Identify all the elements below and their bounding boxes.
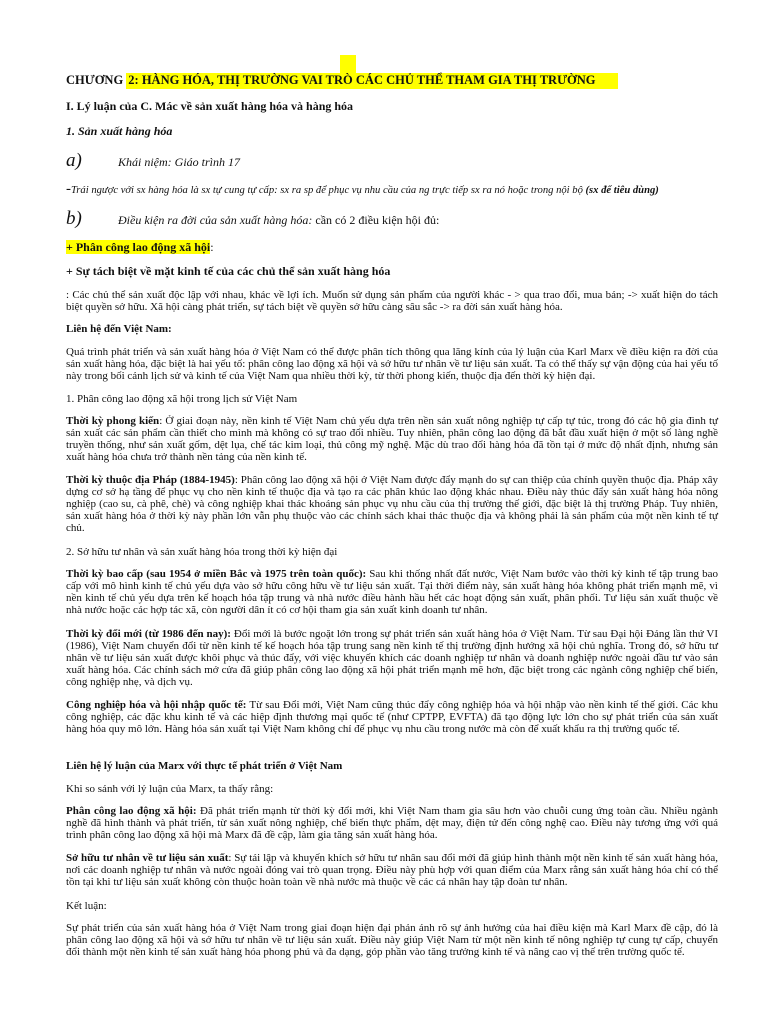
item-dash-text: Trái ngược với sx hàng hóa là sx tự cung tự cấp: sx ra sp để phục vụ nhu cầu của ng trực tiếp sx ra nó hoặc trong nội bộ [71, 185, 586, 196]
french-bold: Thời kỳ thuộc địa Pháp (1884-1945) [66, 474, 235, 486]
item-b-italic: Điều kiện ra đời của sản xuất hàng hóa: [118, 213, 313, 227]
chapter-title-prefix: CHƯƠNG [66, 73, 127, 87]
section-heading: I. Lý luận của C. Mác về sản xuất hàng hóa và hàng hóa [66, 99, 354, 113]
item-a [66, 150, 240, 172]
para-division [66, 806, 718, 842]
heading-vietnam: Liên hệ đến Việt Nam: [66, 323, 172, 335]
feudal-text: : Ở giai đoạn này, nền kinh tế Việt Nam chủ yếu dựa trên nền sản xuất nông nghiệp tự cấp tự túc, trong đó các hộ gia đình tự sản xuất các sản phẩm cần thiết cho mình mà không có sự trao đổi nhiều. Tuy nhiên, phân công lao động đã bắt đầu xuất hiện ở một số làng nghề truyền thống, như sản xuất gốm, dệt lụa, chế tác kim loại, thủ công mỹ nghệ. Mặc dù trao đổi hàng hóa đã tồn tại ở mức độ nhất định, nhưng sản xuất hàng hóa chưa trở thành nền tảng của nền kinh tế. [66, 415, 718, 463]
para-french [66, 475, 718, 535]
heading-link: Liên hệ lý luận của Marx với thực tế phát triển ở Việt Nam [66, 760, 343, 772]
subsidy-bold: Thời kỳ bao cấp (sau 1954 ở miền Bắc và 1975 trên toàn quốc): [66, 568, 367, 580]
para-conclusion: Sự phát triển của sản xuất hàng hóa ở Việt Nam trong giai đoạn hiện đại phản ánh rõ sự ảnh hưởng của hai điều kiện mà Karl Marx đề cập, đó là phân công lao động xã hội và sở hữu tư nhân về tư liệu sản xuất. Điều này giúp Việt Nam từ một nền kinh tế nông nghiệp tự cung tự cấp, chuyển đổi thành một nền kinh tế sản xuất hàng hóa phong phú và đa dạng, góp phần vào tăng trưởng kinh tế và nâng cao vị thế trên trường quốc tế. [66, 922, 718, 958]
subsection-heading: 1. Sản xuất hàng hóa [66, 124, 173, 138]
industrial-text: Từ sau Đổi mới, Việt Nam cũng thúc đẩy công nghiệp hóa và hội nhập vào nền kinh tế thế giới. Các khu công nghiệp, các đặc khu kinh tế và các hiệp định thương mại quốc tế (như CPTPP, EVFTA) đã tạo động lực lớn cho sự phát triển của sản xuất hàng hóa quy mô lớn. Hàng hóa sản xuất tại Việt Nam không chỉ để phục vụ nhu cầu trong nước mà còn để xuất khẩu ra thị trường quốc tế. [66, 699, 718, 735]
item-b-marker: b) [66, 208, 82, 229]
item-dash-bold: (sx để tiêu dùng) [585, 185, 659, 196]
feudal-bold: Thời kỳ phong kiến [66, 415, 160, 427]
industrial-bold: Công nghiệp hóa và hội nhập quốc tế: [66, 699, 247, 711]
para-feudal [66, 416, 718, 464]
item-a-marker: a) [66, 150, 82, 171]
dash-marker: - [66, 181, 71, 197]
condition-1-colon: : [210, 240, 214, 254]
chapter-title [66, 73, 618, 88]
condition-1-text: + Phân công lao động xã hội [66, 240, 211, 254]
item-b [66, 208, 439, 230]
conclusion-label: Kết luận: [66, 900, 107, 912]
renovation-text: Đổi mới là bước ngoặt lớn trong sự phát triển sản xuất hàng hóa ở Việt Nam. Từ sau Đại hội Đảng lần thứ VI (1986), Việt Nam chuyển đổi từ nền kinh tế kế hoạch hóa tập trung sang nền kinh tế thị trường định hướng xã hội chủ nghĩa. Trong đó, sở hữu tư nhân về tư liệu sản xuất được khôi phục và thúc đẩy, với việc khuyến khích các doanh nghiệp tư nhân và doanh nghiệp nước ngoài đầu tư vào sản xuất hàng hóa. Các chính sách mở cửa đã giúp phân công lao động xã hội phát triển mạnh mẽ hơn, đặc biệt trong các ngành công nghiệp chế biến, công nghiệp nhẹ, và dịch vụ. [66, 628, 718, 688]
para-industrial [66, 700, 718, 736]
para-subsidy [66, 569, 718, 617]
subsidy-text: Sau khi thống nhất đất nước, Việt Nam bước vào thời kỳ kinh tế tập trung bao cấp với mô hình kinh tế chủ yếu dựa vào sở hữu công hữu về tư liệu sản xuất. Tại thời điểm này, sản xuất hàng hóa không phát triển mạnh mẽ, vì nền kinh tế chủ yếu dựa trên kế hoạch hóa tập trung và nhà nước điều hành hầu hết các hoạt động sản xuất, phân phối. Tư liệu sản xuất thuộc về nhà nước hoặc các hợp tác xã, còn người dân ít có cơ hội tham gia sản xuất kinh doanh tư nhân. [66, 568, 718, 616]
chapter-title-highlight: 2: HÀNG HÓA, THỊ TRƯỜNG VAI TRÒ CÁC CHỦ THỂ THAM GIA THỊ TRƯỜNG [126, 73, 617, 89]
para-separation: : Các chủ thể sản xuất độc lập với nhau, khác về lợi ích. Muốn sử dụng sản phẩm của người khác - > qua trao đổi, mua bán; -> xuất hiện do tách biệt quyền sở hữu. Xã hội càng phát triển, sự tách biệt về quyền sở hữu càng sâu sắc -> ra đời sản xuất hàng hóa. [66, 289, 718, 313]
para-vietnam: Quá trình phát triển và sản xuất hàng hóa ở Việt Nam có thể được phân tích thông qua lăng kính của lý luận của Karl Marx về điều kiện ra đời của sản xuất hàng hóa, đặc biệt là hai yếu tố: phân công lao động xã hội và sở hữu tư nhân về tư liệu sản xuất. Ta có thể thấy sự vận động của hai yếu tố này trong bối cảnh lịch sử và kinh tế của Việt Nam qua nhiều thời kỳ, từ thời phong kiến, thuộc địa đến thời kỳ hiện đại. [66, 346, 718, 382]
item-a-text: Khái niệm: Giáo trình 17 [118, 155, 240, 169]
para-ownership [66, 853, 718, 889]
item-b-text: cần có 2 điều kiện hội đủ: [312, 213, 440, 227]
highlight-mark [340, 55, 356, 73]
division-text: Đã phát triển mạnh từ thời kỳ đổi mới, khi Việt Nam tham gia sâu hơn vào chuỗi cung ứng toàn cầu. Nhiều ngành nghề đã hình thành và phát triển, từ sản xuất nông nghiệp, chế biến thực phẩm, dệt may, điện tử đến công nghệ cao. Điều này tương ứng với quá trình phân công lao động xã hội mà Marx đã đề cập, làm gia tăng sản xuất hàng hóa. [66, 805, 718, 841]
list-item-2: 2. Sở hữu tư nhân và sản xuất hàng hóa trong thời kỳ hiện đại [66, 546, 338, 558]
para-renovation [66, 629, 718, 689]
french-text: : Phân công lao động xã hội ở Việt Nam được đẩy mạnh do sự can thiệp của chính quyền thuộc địa. Pháp xây dựng cơ sở hạ tầng để phục vụ cho nền kinh tế thuộc địa và tạo ra các phân khúc lao động khác nhau. Điều này thúc đẩy sản xuất hàng hóa nông nghiệp (cao su, cà phê, chè) và công nghiệp khai thác khoáng sản phục vụ nhu cầu của thị trường thế giới, đặc biệt là thị trường Pháp. Tuy nhiên, sản xuất hàng hóa ở thời kỳ này phần lớn vẫn phụ thuộc vào các chính sách khai thác thuộc địa và không phải là sản phẩm của một nền kinh tế tự chủ. [66, 474, 718, 534]
list-item-1: 1. Phân công lao động xã hội trong lịch sử Việt Nam [66, 393, 298, 405]
condition-1 [66, 240, 214, 255]
item-dash [66, 181, 659, 198]
ownership-text: : Sự tái lập và khuyến khích sở hữu tư nhân sau đổi mới đã giúp hình thành một nền kinh tế sản xuất hàng hóa, nơi các doanh nghiệp tư nhân và nước ngoài đóng vai trò quan trọng. Điều này phù hợp với quan điểm của Marx rằng sản xuất hàng hóa chỉ có thể tồn tại khi tư liệu sản xuất không còn thuộc hoàn toàn về nhà nước mà thuộc về các cá nhân hay tập đoàn tư nhân. [66, 852, 718, 888]
ownership-bold: Sở hữu tư nhân về tư liệu sản xuất [66, 852, 229, 864]
condition-2: + Sự tách biệt về mặt kinh tế của các chủ thể sản xuất hàng hóa [66, 264, 391, 278]
renovation-bold: Thời kỳ đổi mới (từ 1986 đến nay): [66, 628, 231, 640]
compare-intro: Khi so sánh với lý luận của Marx, ta thấy rằng: [66, 783, 274, 795]
division-bold: Phân công lao động xã hội: [66, 805, 197, 817]
